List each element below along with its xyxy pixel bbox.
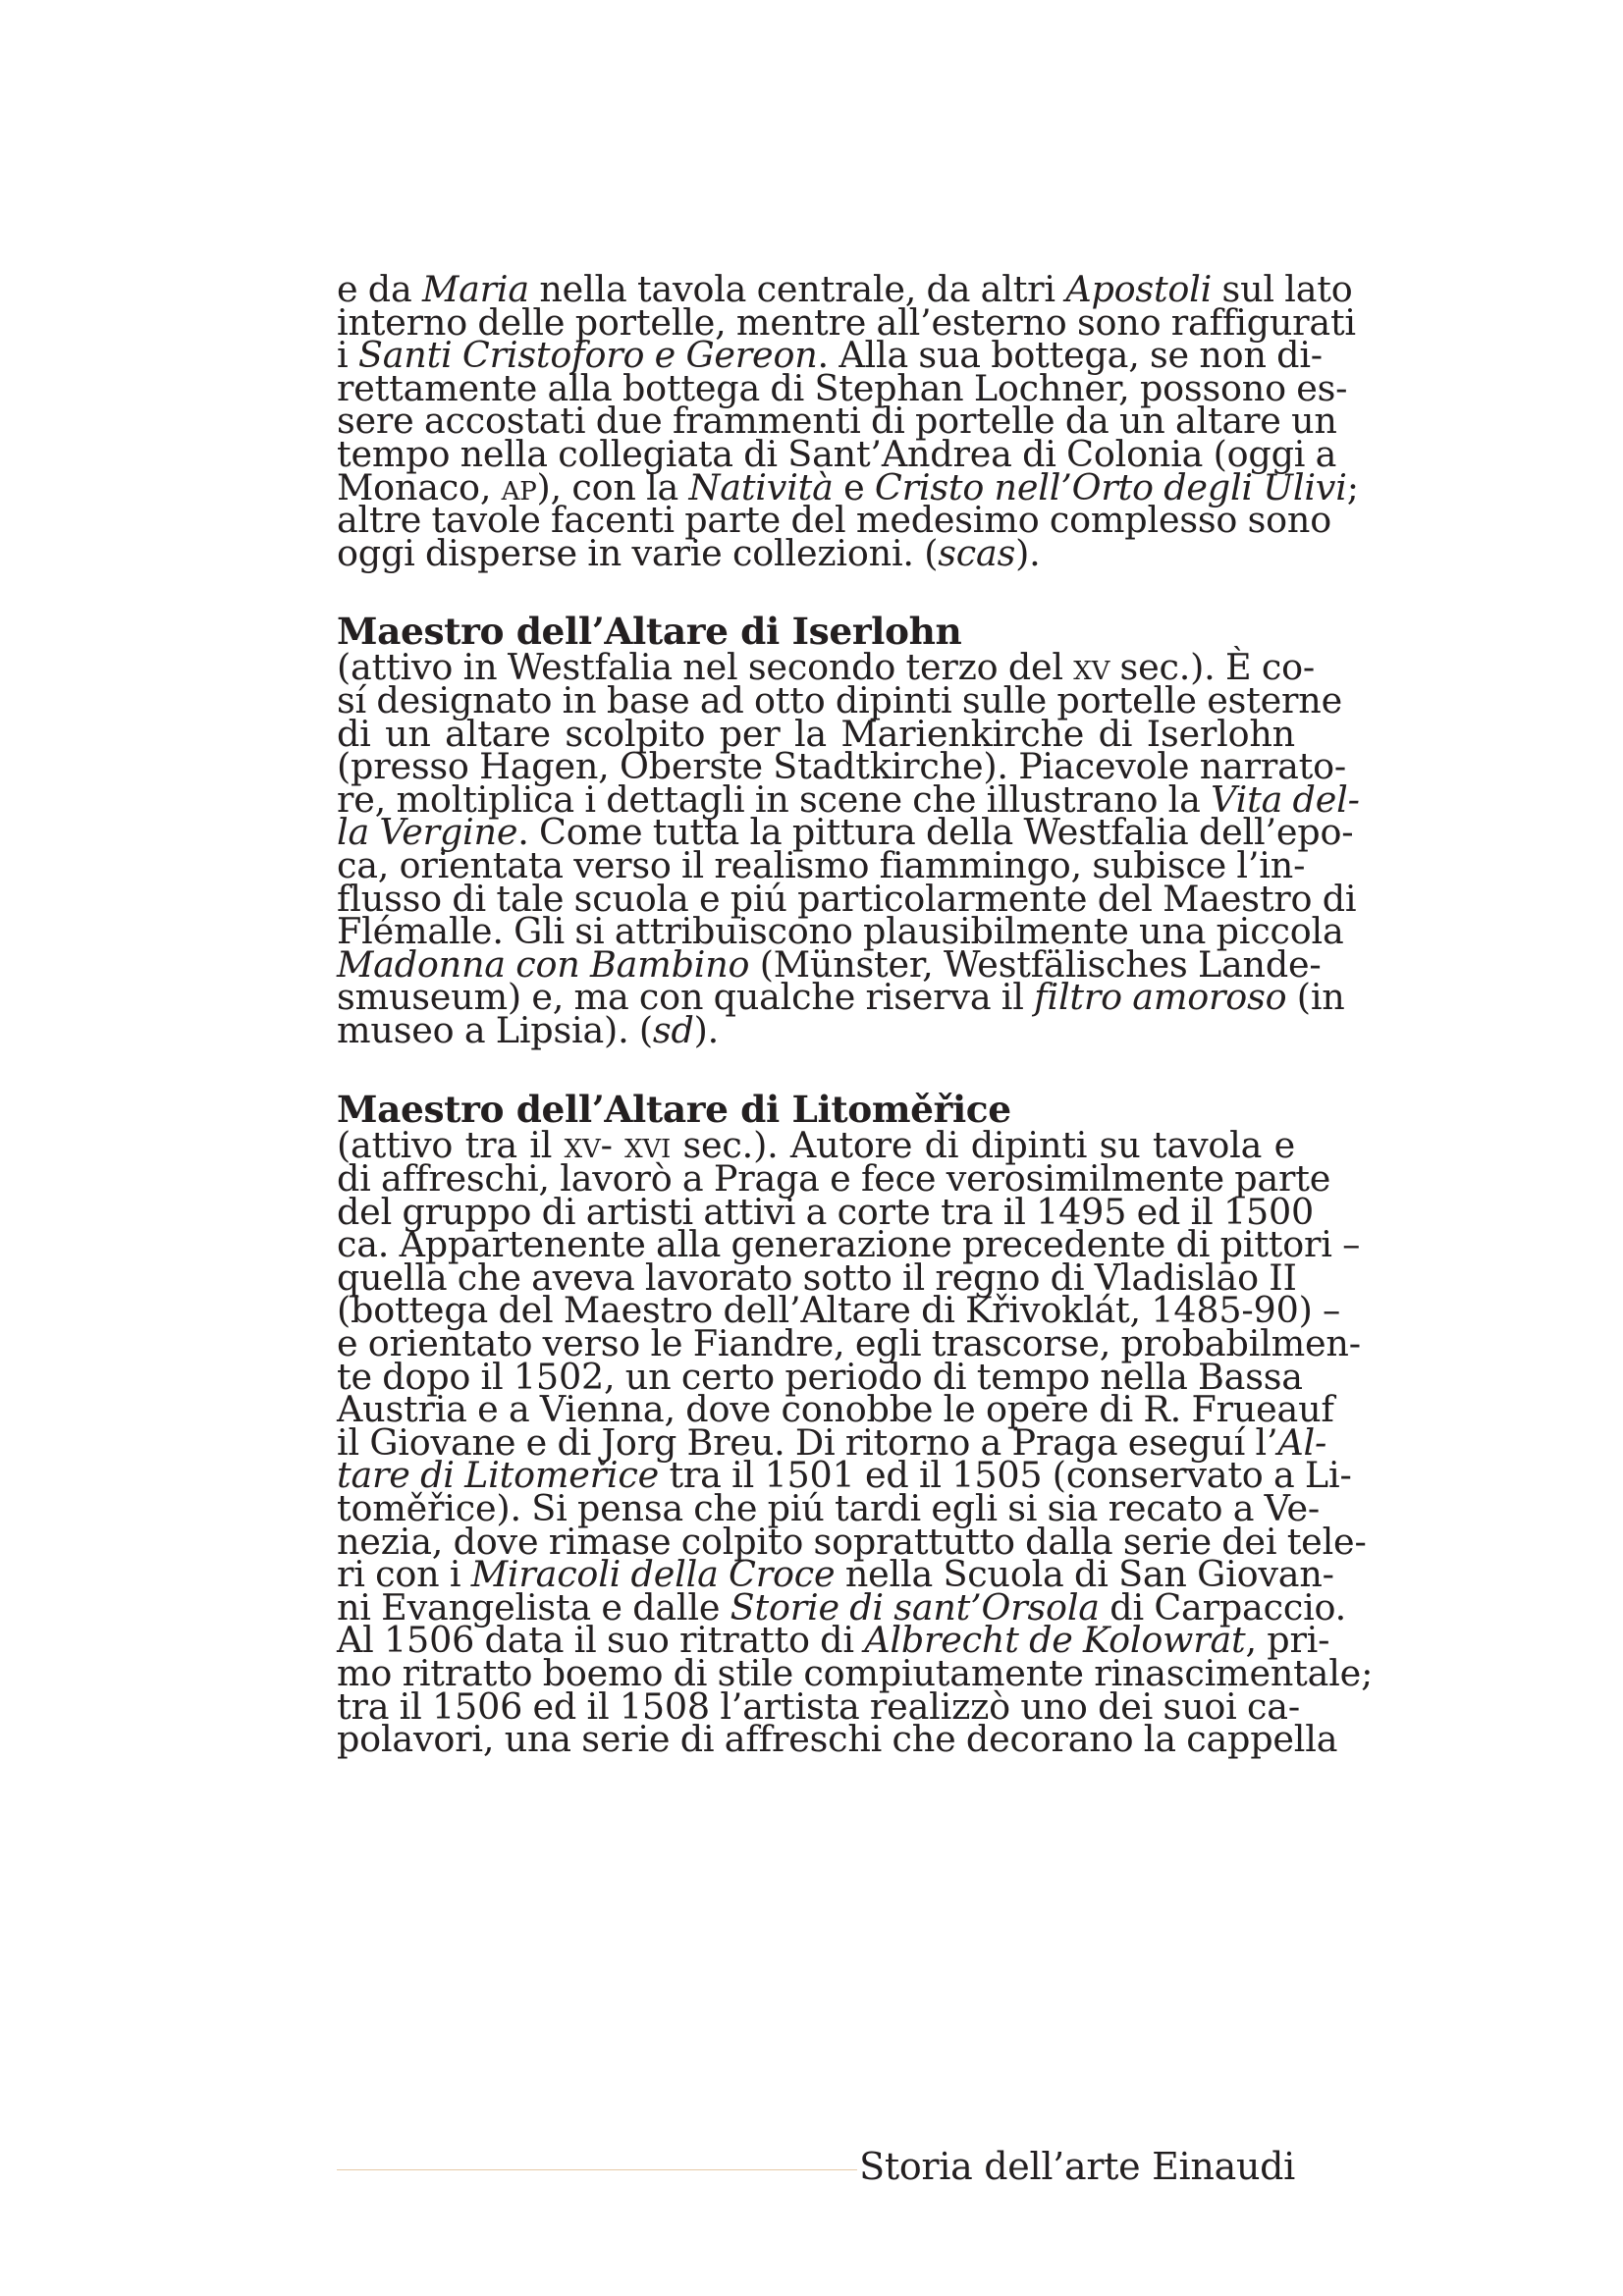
text-line: Austria e a Vienna, dove conobbe le opere di R. Frueauf (337, 1388, 1334, 1431)
text-line: re, moltiplica i dettagli in scene che illustrano la Vita del- (337, 777, 1360, 821)
text-line: mo ritratto boemo di stile compiutamente rinascimentale; (337, 1651, 1374, 1694)
text-line: il Giovane e di Jorg Breu. Di ritorno a Praga eseguí l’Al- (337, 1420, 1327, 1464)
entry-heading-iserlohn: Maestro dell’Altare di Iserlohn (337, 610, 962, 654)
text-line: toměřice). Si pensa che piú tardi egli si sia recato a Ve- (337, 1487, 1321, 1529)
text-line: ca. Appartenente alla generazione precedente di pittori – (337, 1223, 1361, 1266)
small-caps-abbrev: ap (501, 465, 537, 508)
text-line: sere accostati due frammenti di portelle da un altare un (337, 400, 1337, 443)
italic-title: filtro amoroso (1034, 976, 1287, 1019)
entry-heading-litomerice: Maestro dell’Altare di Litoměřice (337, 1088, 1011, 1132)
italic-title: sd (652, 1008, 694, 1051)
italic-title: tare di Litomeřice (337, 1454, 660, 1497)
text-line: rettamente alla bottega di Stephan Lochner, possono es- (337, 366, 1348, 409)
text-line: tempo nella collegiata di Sant’Andrea di Colonia (oggi a (337, 432, 1337, 475)
small-caps-abbrev: xvi (624, 1124, 672, 1167)
text-line: di affreschi, lavorò a Praga e fece verosimilmente parte (337, 1157, 1331, 1201)
text-line: la Vergine. Come tutta la pittura della Westfalia dell’epo- (337, 811, 1354, 854)
italic-title: Cristo nell’Orto degli Ulivi (874, 465, 1347, 508)
text-line: museo a Lipsia). (sd). (337, 1008, 720, 1051)
text-line: (bottega del Maestro dell’Altare di Křivoklát, 1485-90) – (337, 1289, 1341, 1332)
paragraph-continuation (337, 268, 1359, 574)
italic-title: Storie di sant’Orsola (730, 1585, 1100, 1629)
footer-title: Storia dell’arte Einaudi (859, 2145, 1295, 2188)
text-line: i Santi Cristoforo e Gereon. Alla sua bottega, se non di- (337, 334, 1323, 377)
text-line: Monaco, ap), con la Natività e Cristo nell’Orto degli Ulivi; (337, 465, 1359, 508)
text-line: altre tavole facenti parte del medesimo complesso sono (337, 499, 1331, 542)
text-line: Al 1506 data il suo ritratto di Albrecht de Kolowrat, pri- (337, 1619, 1330, 1662)
text-line: ca, orientata verso il realismo fiammingo, subisce l’in- (337, 843, 1306, 886)
text-line: polavori, una serie di affreschi che decorano la cappella (337, 1718, 1338, 1761)
italic-title: Maria (421, 268, 529, 310)
text-line: Madonna con Bambino (Münster, Westfälisches Lande- (337, 942, 1322, 986)
text-line: tare di Litomeřice tra il 1501 ed il 1505 (conservato a Li- (337, 1454, 1352, 1497)
text-line: Flémalle. Gli si attribuiscono plausibilmente una piccola (337, 910, 1344, 953)
italic-title: Natività (688, 465, 834, 508)
text-line: smuseum) e, ma con qualche riserva il filtro amoroso (in (337, 976, 1345, 1019)
text-line: (attivo tra il xv- xvi sec.). Autore di dipinti su tavola e (337, 1124, 1295, 1167)
text-line: interno delle portelle, mentre all’esterno sono raffigurati (337, 300, 1356, 344)
text-line: quella che aveva lavorato sotto il regno di Vladislao II (337, 1255, 1297, 1299)
text-line: ri con i Miracoli della Croce nella Scuola di San Giovan- (337, 1553, 1334, 1596)
small-caps-abbrev: xv (1073, 646, 1110, 689)
text-line: di un altare scolpito per la Marienkirche di Iserlohn (337, 712, 1295, 755)
text-line: sí designato in base ad otto dipinti sulle portelle esterne (337, 678, 1342, 721)
text-line: oggi disperse in varie collezioni. (scas). (337, 531, 1041, 574)
italic-title: Apostoli (1065, 268, 1213, 310)
entry-body-iserlohn (337, 646, 1360, 1051)
text-line: e da Maria nella tavola centrale, da altri Apostoli sul lato (337, 268, 1353, 310)
text-column (337, 268, 1374, 1761)
italic-title: Miracoli della Croce (470, 1553, 836, 1596)
italic-title: Vita del- (1211, 777, 1360, 821)
text-line: tra il 1506 ed il 1508 l’artista realizzò uno dei suoi ca- (337, 1684, 1300, 1728)
italic-title: Al- (1277, 1420, 1327, 1464)
italic-title: Albrecht de Kolowrat (864, 1619, 1246, 1662)
text-line: (attivo in Westfalia nel secondo terzo del xv sec.). È co- (337, 646, 1315, 689)
italic-title: Madonna con Bambino (337, 942, 750, 986)
text-line: e orientato verso le Fiandre, egli trascorse, probabilmen- (337, 1322, 1361, 1365)
entry-body-litomerice (337, 1124, 1374, 1761)
italic-title: la Vergine (337, 811, 518, 854)
text-line: te dopo il 1502, un certo periodo di tempo nella Bassa (337, 1355, 1303, 1398)
small-caps-abbrev: xv (564, 1124, 601, 1167)
italic-title: scas (938, 531, 1016, 574)
text-line: (presso Hagen, Oberste Stadtkirche). Piacevole narrato- (337, 745, 1347, 788)
text-line: flusso di tale scuola e piú particolarmente del Maestro di (337, 877, 1357, 920)
footer-rule (337, 2169, 857, 2170)
text-line: ni Evangelista e dalle Storie di sant’Orsola di Carpaccio. (337, 1585, 1347, 1629)
text-line: nezia, dove rimase colpito soprattutto dalla serie dei tele- (337, 1520, 1367, 1563)
text-line: del gruppo di artisti attivi a corte tra il 1495 ed il 1500 (337, 1190, 1315, 1233)
italic-title: Santi Cristoforo e Gereon (357, 334, 818, 377)
